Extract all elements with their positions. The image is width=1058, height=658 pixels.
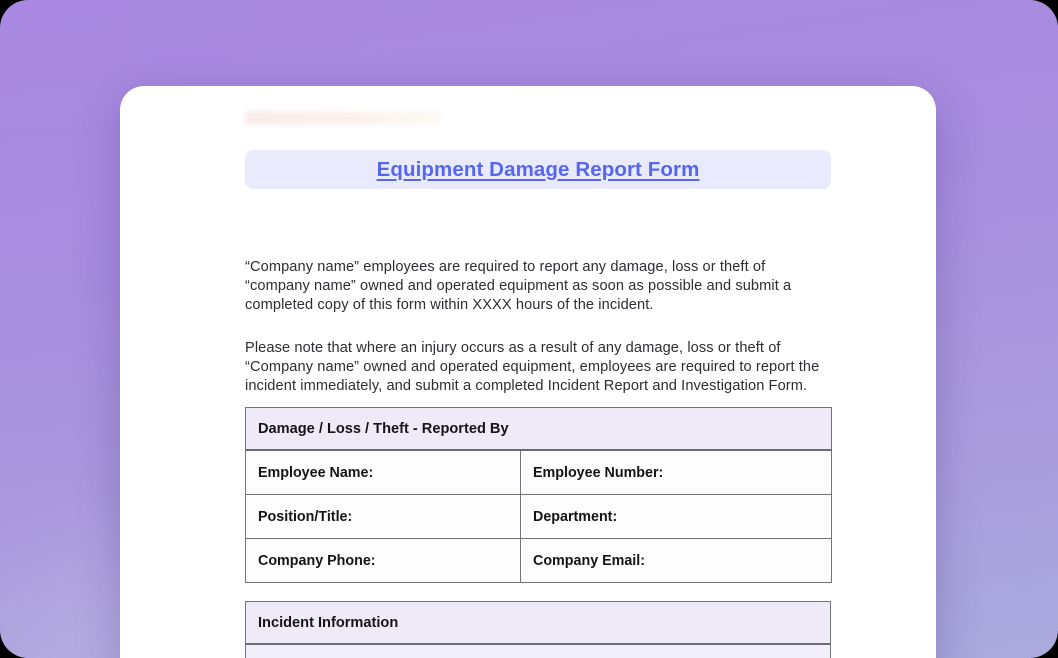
intro-paragraph: “Company name” employees are required to report any damage, loss or theft of “company name” owned and operated equipment as soon as possible and submit a completed copy of this form within XXXX hours of the incident.	[245, 258, 792, 314]
reported-by-table	[245, 407, 832, 583]
incident-table	[245, 601, 831, 658]
form-title-link[interactable]: Equipment Damage Report Form	[376, 157, 700, 181]
incident-table-partial-row	[246, 644, 831, 658]
document-page	[245, 86, 831, 658]
form-title-bar	[245, 150, 831, 189]
cell-company-email: Company Email:	[521, 539, 832, 583]
table-row	[246, 450, 832, 495]
cell-employee-number: Employee Number:	[521, 450, 832, 495]
document-card	[120, 86, 936, 658]
reported-by-table-header: Damage / Loss / Theft - Reported By	[246, 408, 832, 451]
note-paragraph: Please note that where an injury occurs as a result of any damage, loss or theft of “Company name” owned and operated equipment, employees are required to report the incident immediately, and submit a completed Incident Report and Investigation Form.	[245, 339, 820, 395]
table-header-row	[246, 602, 831, 645]
cell-department: Department:	[521, 495, 832, 539]
incident-table-header: Incident Information	[246, 602, 831, 645]
table-header-row	[246, 408, 832, 451]
redacted-text-placeholder	[245, 111, 441, 125]
table-row	[246, 495, 832, 539]
cell-company-phone: Company Phone:	[246, 539, 521, 583]
table-row	[246, 644, 831, 658]
cell-position-title: Position/Title:	[246, 495, 521, 539]
cell-employee-name: Employee Name:	[246, 450, 521, 495]
table-row	[246, 539, 832, 583]
